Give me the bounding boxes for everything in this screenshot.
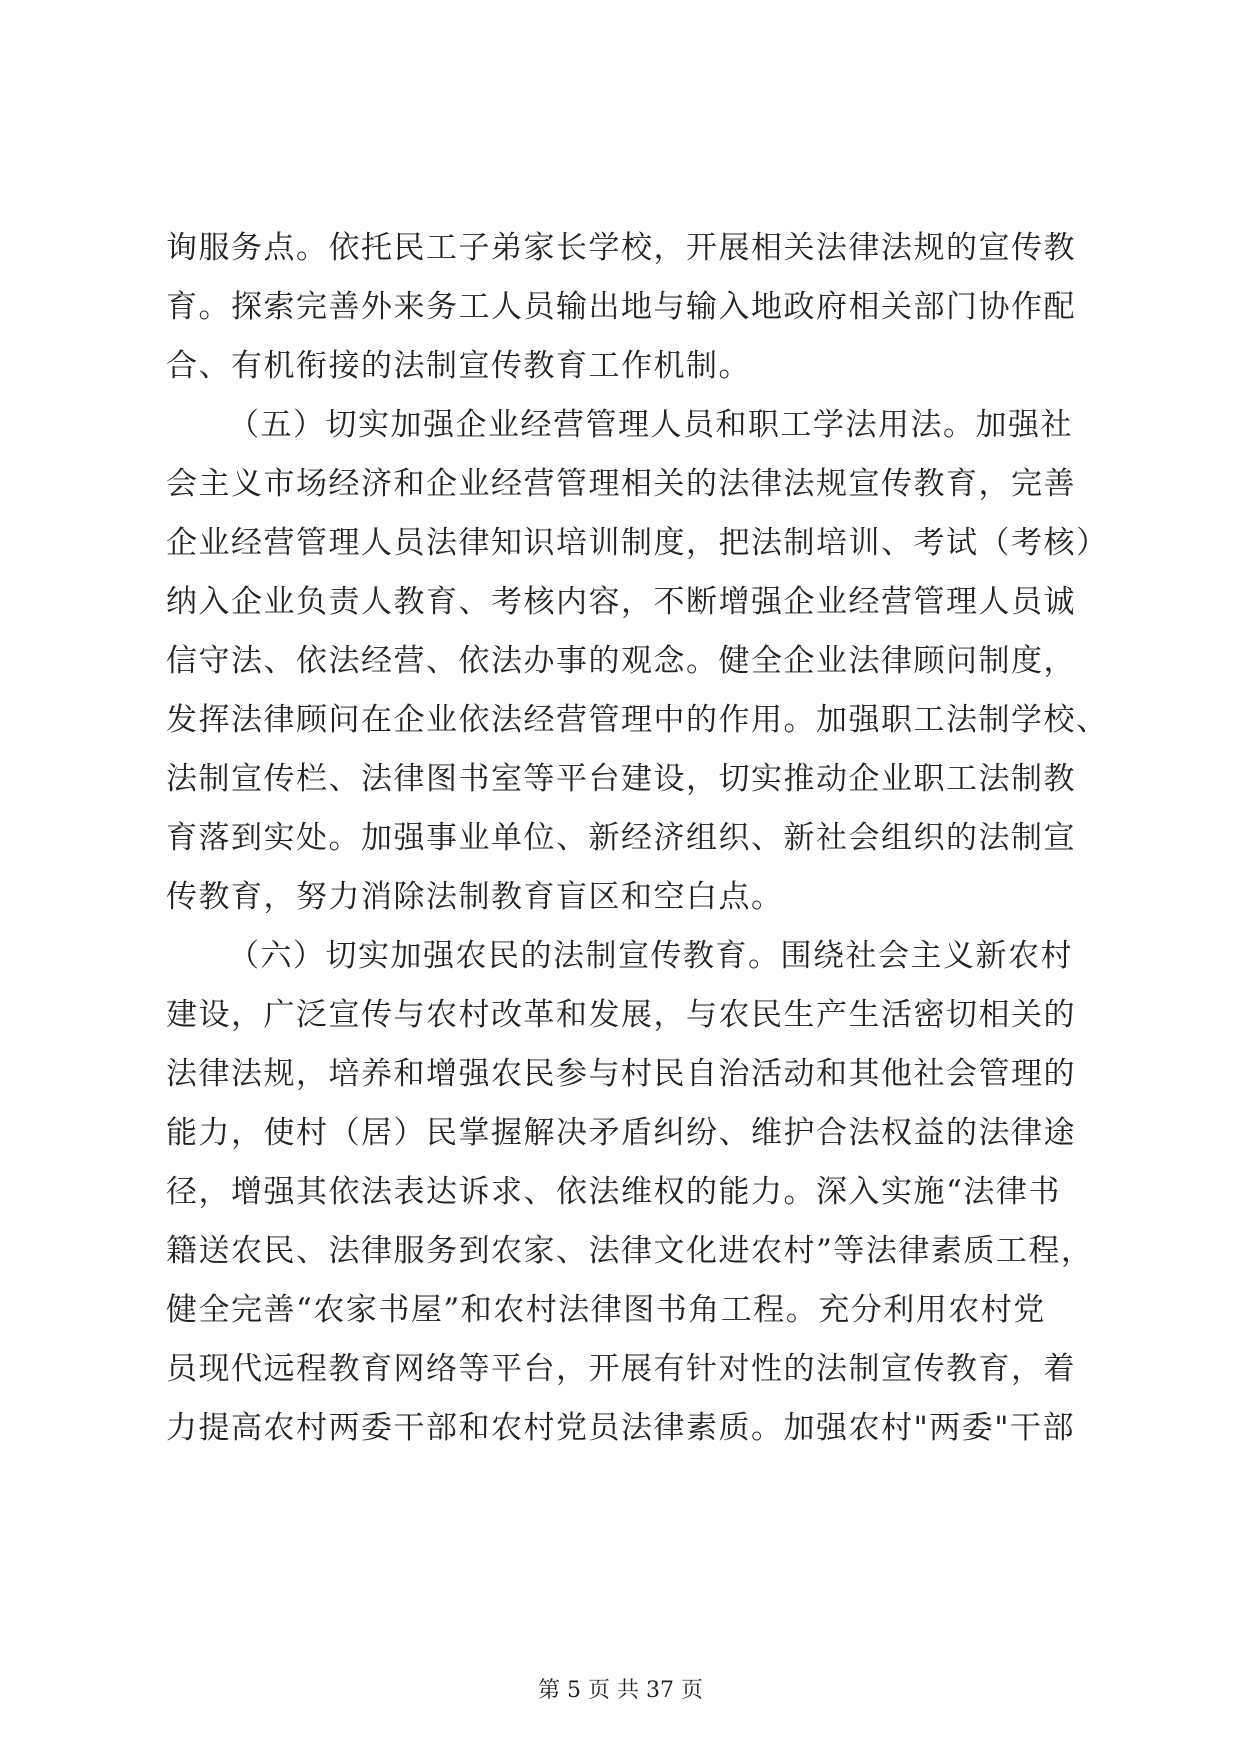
text-line: 发挥法律顾问在企业依法经营管理中的作用。加强职工法制学校、 [166,702,1109,738]
text-line: 法律法规，培养和增强农民参与村民自治活动和其他社会管理的 [166,1056,1076,1092]
text-line: 建设，广泛宣传与农村改革和发展，与农民生产生活密切相关的 [166,997,1076,1033]
text-line: 询服务点。依托民工子弟家长学校，开展相关法律法规的宣传教 [166,230,1076,266]
text-line: 育。探索完善外来务工人员输出地与输入地政府相关部门协作配 [166,289,1076,325]
text-line: 法制宣传栏、法律图书室等平台建设，切实推动企业职工法制教 [166,761,1076,797]
text-line: 企业经营管理人员法律知识培训制度，把法制培训、考试（考核） [166,525,1109,561]
text-line: 会主义市场经济和企业经营管理相关的法律法规宣传教育，完善 [166,466,1076,502]
text-line: 合、有机衔接的法制宣传教育工作机制。 [166,348,751,384]
text-line: 纳入企业负责人教育、考核内容，不断增强企业经营管理人员诚 [166,584,1076,620]
text-line: 信守法、依法经营、依法办事的观念。健全企业法律顾问制度， [166,643,1076,679]
text-line: 健全完善“农家书屋”和农村法律图书角工程。充分利用农村党 [166,1292,1046,1328]
paragraph-heading-line: （五）切实加强企业经营管理人员和职工学法用法。加强社 [228,407,1073,443]
text-line: 径，增强其依法表达诉求、依法维权的能力。深入实施“法律书 [166,1174,1061,1210]
text-line: 能力，使村（居）民掌握解决矛盾纠纷、维护合法权益的法律途 [166,1115,1076,1151]
text-line: 员现代远程教育网络等平台，开展有针对性的法制宣传教育，着 [166,1351,1076,1387]
text-line: 籍送农民、法律服务到农家、法律文化进农村”等法律素质工程， [166,1233,1094,1269]
paragraph-heading-line: （六）切实加强农民的法制宣传教育。围绕社会主义新农村 [228,938,1073,974]
text-line: 传教育，努力消除法制教育盲区和空白点。 [166,879,784,915]
text-line: 力提高农村两委干部和农村党员法律素质。加强农村"两委"干部 [166,1410,1076,1446]
text-line: 育落到实处。加强事业单位、新经济组织、新社会组织的法制宣 [166,820,1076,856]
page-number-footer: 第 5 页 共 37 页 [538,1678,703,1703]
